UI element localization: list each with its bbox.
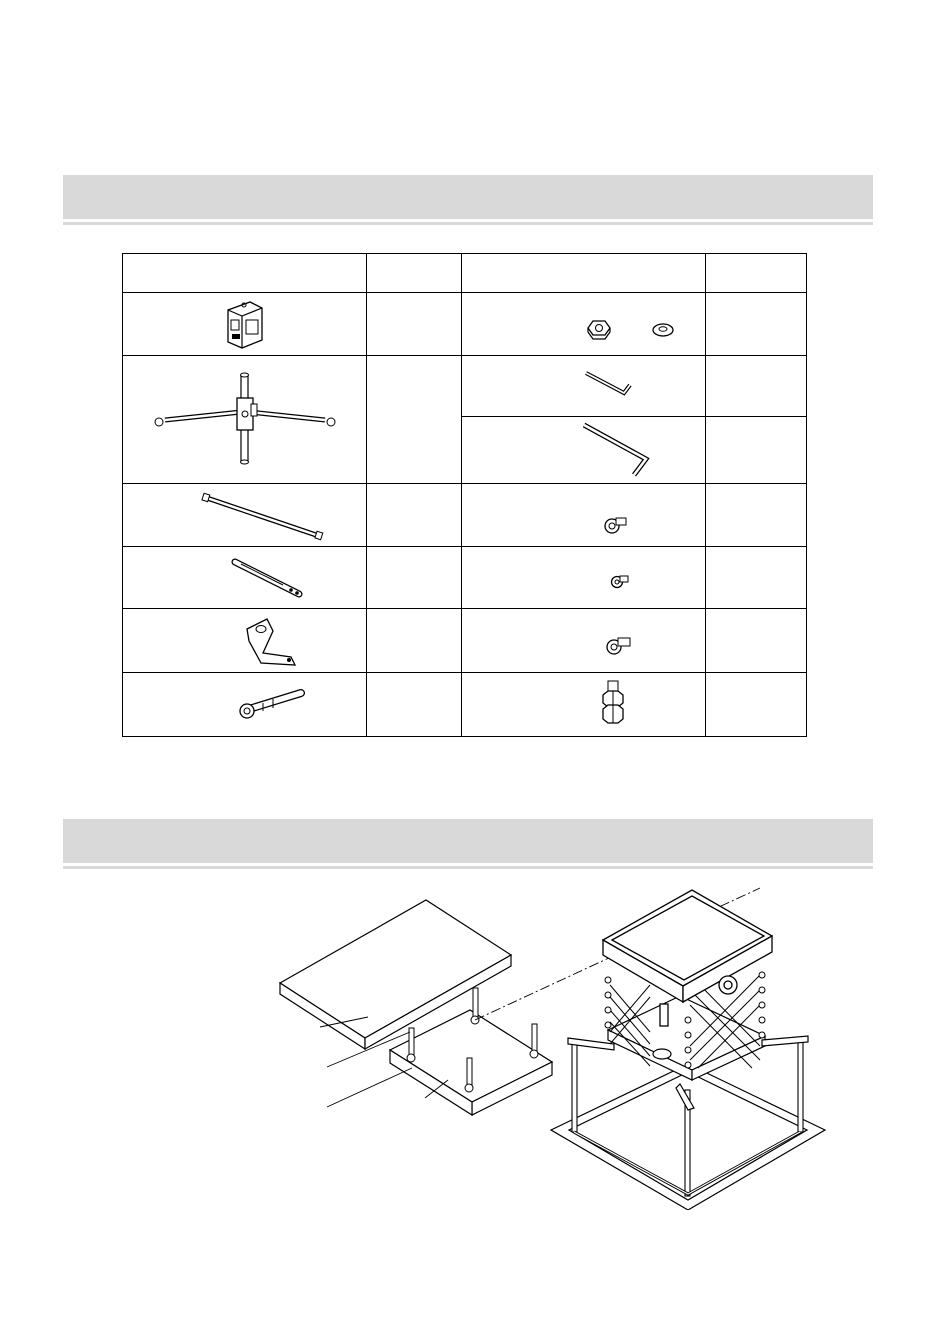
cross-mount-arms-icon — [145, 370, 345, 470]
qty-cell — [705, 609, 806, 673]
section-header-2 — [63, 819, 873, 863]
qty-cell — [367, 293, 462, 356]
part-cell — [123, 484, 367, 547]
section-divider-1 — [63, 222, 873, 225]
anchor-bolt-icon — [123, 677, 366, 732]
part-cell — [461, 609, 705, 673]
qty-cell — [705, 673, 806, 737]
part-cell — [461, 417, 705, 484]
qty-cell — [705, 547, 806, 609]
header-cell — [367, 254, 462, 293]
button-head-screw-icon — [462, 613, 705, 668]
table-header-row — [123, 254, 807, 293]
part-cell — [461, 484, 705, 547]
qty-cell — [367, 484, 462, 547]
extension-rod-icon — [123, 488, 366, 543]
small-screw-icon — [462, 550, 705, 605]
part-cell — [461, 673, 705, 737]
part-cell — [123, 356, 367, 484]
large-allen-key-icon — [462, 419, 705, 481]
l-bracket-icon — [123, 613, 366, 668]
ceiling-lift-installation-diagram — [0, 870, 933, 1210]
qty-cell — [367, 356, 462, 484]
slotted-arm-icon — [123, 550, 366, 605]
bracket-block-icon — [220, 296, 270, 352]
table-row — [123, 293, 807, 356]
nut-and-washer-icon — [462, 304, 705, 344]
qty-cell — [367, 673, 462, 737]
qty-cell — [705, 356, 806, 417]
header-cell — [123, 254, 367, 293]
header-cell — [461, 254, 705, 293]
table-row — [123, 356, 807, 417]
part-cell — [461, 356, 705, 417]
qty-cell — [705, 417, 806, 484]
hex-socket-screw-icon — [462, 488, 705, 543]
qty-cell — [705, 484, 806, 547]
part-cell — [461, 293, 705, 356]
part-cell — [123, 609, 367, 673]
section-header-1 — [63, 175, 873, 219]
part-cell — [123, 547, 367, 609]
header-cell — [705, 254, 806, 293]
part-cell — [123, 293, 367, 356]
part-cell — [123, 673, 367, 737]
table-row — [123, 609, 807, 673]
small-allen-key-icon — [462, 361, 705, 411]
qty-cell — [705, 293, 806, 356]
qty-cell — [367, 609, 462, 673]
table-row — [123, 673, 807, 737]
bolt-with-nuts-icon — [462, 677, 705, 732]
parts-table — [122, 253, 807, 737]
section-divider-2 — [63, 866, 873, 869]
table-row — [123, 484, 807, 547]
table-row — [123, 547, 807, 609]
part-cell — [461, 547, 705, 609]
qty-cell — [367, 547, 462, 609]
